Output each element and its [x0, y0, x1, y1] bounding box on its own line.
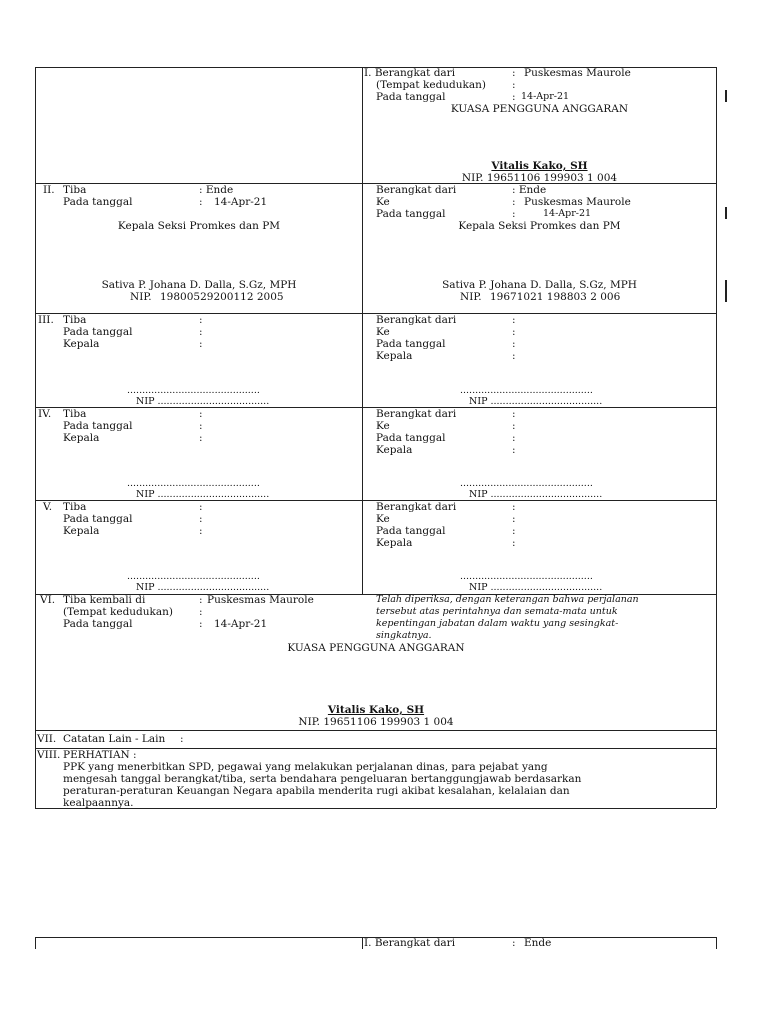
colon: : — [512, 91, 516, 103]
colon: : — [512, 432, 516, 444]
section-number: V. — [43, 501, 53, 513]
nip-line: NIP ..................................... — [469, 582, 603, 593]
nip-label: NIP. — [460, 291, 482, 303]
head-label: Kepala — [376, 350, 413, 362]
colon: : — [512, 501, 516, 513]
date-label: Pada tanggal — [376, 432, 446, 444]
official-title: Kepala Seksi Promkes dan PM — [117, 220, 281, 232]
signature-line: ............................................ — [127, 478, 260, 489]
nip-label: NIP. — [130, 291, 152, 303]
date-value: 14-Apr-21 — [521, 91, 570, 102]
arrival-label: Tiba — [63, 408, 87, 420]
date-label: Pada tanggal — [376, 338, 446, 350]
colon: : — [512, 208, 516, 220]
nip-line: NIP ..................................... — [469, 396, 603, 407]
place-label: (Tempat kedudukan) — [63, 606, 174, 618]
arrival-label: Tiba — [63, 314, 87, 326]
table-border-right — [716, 937, 717, 949]
table-border-left — [35, 67, 36, 808]
colon: : — [199, 525, 203, 537]
colon: : — [512, 314, 516, 326]
departure-value: : Ende — [512, 184, 547, 196]
nip-line: NIP ..................................... — [136, 582, 270, 593]
colon: : — [199, 420, 203, 432]
head-label: Kepala — [63, 525, 100, 537]
official-nip: NIP. 19651106 199903 1 004 — [298, 716, 454, 728]
colon: : — [199, 606, 203, 618]
official-name: Vitalis Kako, SH — [327, 704, 425, 716]
notes-label: Catatan Lain - Lain — [63, 733, 166, 745]
colon: : — [199, 408, 203, 420]
signature-line: ............................................ — [460, 571, 593, 582]
departure-label: Berangkat dari — [376, 184, 457, 196]
section-number: II. — [43, 184, 55, 196]
colon: : — [199, 338, 203, 350]
colon: : — [199, 513, 203, 525]
colon: : — [512, 67, 516, 79]
official-title: KUASA PENGGUNA ANGGARAN — [287, 642, 465, 654]
date-label: Pada tanggal — [376, 91, 446, 103]
row-divider-6 — [35, 730, 716, 731]
departure-label: I. Berangkat dari — [364, 67, 456, 79]
section-number: III. — [38, 314, 54, 326]
head-label: Kepala — [376, 537, 413, 549]
colon: : — [199, 314, 203, 326]
destination-value: Puskesmas Maurole — [524, 196, 631, 208]
signature-line: ............................................ — [460, 478, 593, 489]
verification-note: Telah diperiksa, dengan keterangan bahwa perjalanan — [376, 594, 639, 605]
official-title: KUASA PENGGUNA ANGGARAN — [450, 103, 629, 115]
departure-value: Puskesmas Maurole — [524, 67, 631, 79]
nip-value: 19671021 198803 2 006 — [490, 291, 621, 303]
signature-line: ............................................ — [127, 385, 260, 396]
table-border-bottom — [35, 808, 716, 809]
date-value: 14-Apr-21 — [543, 208, 592, 219]
departure-label: Berangkat dari — [376, 314, 457, 326]
nip-line: NIP ..................................... — [136, 489, 270, 500]
official-name: Sativa P. Johana D. Dalla, S.Gz, MPH — [101, 279, 297, 291]
verification-note: singkatnya. — [376, 630, 432, 641]
colon: : — [512, 350, 516, 362]
departure-label: Berangkat dari — [376, 408, 457, 420]
colon: : — [512, 937, 516, 949]
colon: : — [512, 408, 516, 420]
official-name: Sativa P. Johana D. Dalla, S.Gz, MPH — [442, 279, 637, 291]
verification-note: kepentingan jabatan dalam waktu yang sesingkat- — [376, 618, 619, 629]
head-label: Kepala — [376, 444, 413, 456]
attention-text: kealpaannya. — [63, 797, 134, 809]
departure-label: Berangkat dari — [376, 501, 457, 513]
colon: : — [512, 326, 516, 338]
destination-label: Ke — [376, 326, 390, 338]
colon: : — [512, 420, 516, 432]
attention-text: peraturan-peraturan Keuangan Negara apabila menderita rugi akibat kesalahan, kelalaian dan — [63, 785, 570, 797]
colon: : — [199, 501, 203, 513]
section-number: VI. — [40, 594, 56, 606]
colon: : — [512, 79, 516, 91]
signature-line: ............................................ — [460, 385, 593, 396]
departure-value: Ende — [524, 937, 552, 949]
date-label: Pada tanggal — [376, 208, 446, 220]
colon: : — [199, 196, 203, 208]
head-label: Kepala — [63, 432, 100, 444]
arrival-value: : Ende — [199, 184, 234, 196]
colon: : — [512, 513, 516, 525]
colon: : — [512, 525, 516, 537]
destination-label: Ke — [376, 513, 390, 525]
row-divider-7 — [35, 748, 716, 749]
table-border-right — [716, 67, 717, 808]
nip-value: 19800529200112 2005 — [160, 291, 284, 303]
official-title: Kepala Seksi Promkes dan PM — [458, 220, 621, 232]
colon: : — [512, 338, 516, 350]
margin-mark — [725, 280, 727, 302]
table-column-divider — [362, 937, 363, 949]
destination-label: Ke — [376, 196, 390, 208]
place-label: (Tempat kedudukan) — [376, 79, 487, 91]
official-name: Vitalis Kako, SH — [491, 160, 588, 172]
return-label: Tiba kembali di — [63, 594, 146, 606]
nip-line: NIP ..................................... — [469, 489, 603, 500]
colon: : — [199, 594, 203, 606]
colon: : — [512, 537, 516, 549]
section-number: VII. — [37, 733, 57, 745]
date-label: Pada tanggal — [63, 513, 133, 525]
section-number: VIII. — [37, 749, 61, 761]
attention-text: mengesah tanggal berangkat/tiba, serta bendahara pengeluaran bertanggungjawab berdasarkan — [63, 773, 582, 785]
return-value: Puskesmas Maurole — [207, 594, 314, 606]
colon: : — [180, 733, 184, 745]
section-number: IV. — [38, 408, 52, 420]
margin-mark — [725, 90, 727, 102]
colon: : — [199, 432, 203, 444]
date-label: Pada tanggal — [63, 618, 133, 630]
departure-label: I. Berangkat dari — [364, 937, 456, 949]
signature-line: ............................................ — [127, 571, 260, 582]
arrival-label: Tiba — [63, 184, 87, 196]
date-label: Pada tanggal — [63, 420, 133, 432]
attention-label: PERHATIAN : — [63, 749, 137, 761]
date-label: Pada tanggal — [376, 525, 446, 537]
table-column-divider — [362, 67, 363, 594]
colon: : — [199, 326, 203, 338]
margin-mark — [725, 207, 727, 219]
date-value: 14-Apr-21 — [214, 196, 268, 208]
table-border-left — [35, 937, 36, 949]
date-label: Pada tanggal — [63, 196, 133, 208]
verification-note: tersebut atas perintahnya dan semata-mata untuk — [376, 606, 618, 617]
head-label: Kepala — [63, 338, 100, 350]
date-label: Pada tanggal — [63, 326, 133, 338]
destination-label: Ke — [376, 420, 390, 432]
official-nip: NIP. 19651106 199903 1 004 — [461, 172, 618, 184]
nip-line: NIP ..................................... — [136, 396, 270, 407]
date-value: 14-Apr-21 — [214, 618, 268, 630]
arrival-label: Tiba — [63, 501, 87, 513]
colon: : — [512, 444, 516, 456]
attention-text: PPK yang menerbitkan SPD, pegawai yang melakukan perjalanan dinas, para pejabat yang — [63, 761, 548, 773]
colon: : — [512, 196, 516, 208]
colon: : — [199, 618, 203, 630]
